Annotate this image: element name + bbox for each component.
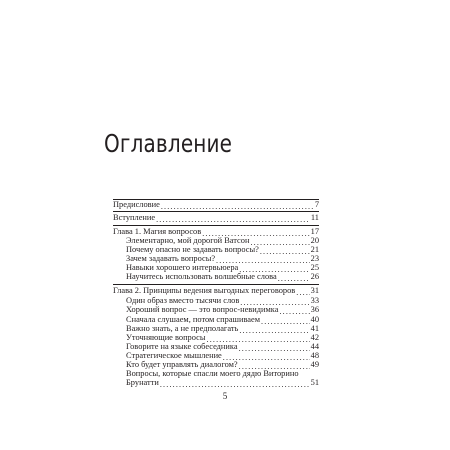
toc-entry-page: 40 <box>310 315 319 324</box>
dot-leader <box>161 203 314 210</box>
toc-subentry-continuation <box>126 378 319 388</box>
toc-entry-title: Брунатти <box>126 378 159 387</box>
toc-entry-title: Глава 1. Магия вопросов <box>113 227 202 236</box>
divider <box>113 284 319 285</box>
toc-entry-page: 51 <box>310 378 319 387</box>
toc-entry-title: Стратегическое мышление <box>126 351 222 360</box>
toc-entry <box>113 200 319 210</box>
toc-entry-title: Предисловие <box>113 200 160 209</box>
toc-entry-page: 33 <box>310 296 319 305</box>
toc-entry-title: Научитесь использовать волшебные слова <box>126 272 277 281</box>
toc-entry-title: Один образ вместо тысячи слов <box>126 296 240 305</box>
dot-leader <box>160 381 310 388</box>
toc-entry-title: Вступление <box>113 213 156 222</box>
toc-entry-title: Важно знать, а не предполагать <box>126 324 239 333</box>
toc-entry-page: 48 <box>310 351 319 360</box>
toc-entry-page: 36 <box>310 305 319 314</box>
toc-entry-title: Почему опасно не задавать вопросы? <box>126 245 259 254</box>
dot-leader <box>296 289 309 296</box>
toc-entry <box>113 286 319 296</box>
toc-entry-title: Элементарно, мой дорогой Ватсон <box>126 236 250 245</box>
toc-entry-page: 11 <box>310 213 319 222</box>
toc-entry-page: 41 <box>310 324 319 333</box>
divider <box>113 225 319 226</box>
toc-entry-page: 20 <box>310 236 319 245</box>
toc-subentry <box>126 305 319 315</box>
toc-entry-page: 7 <box>314 200 319 209</box>
toc-entry-title: Уточняющие вопросы <box>126 333 206 342</box>
toc-entry-page: 23 <box>310 254 319 263</box>
toc-entry-page: 49 <box>310 360 319 369</box>
dot-leader <box>279 308 309 315</box>
toc-entry-title: Хороший вопрос — это вопрос-невидимка <box>126 305 279 314</box>
page-number: 5 <box>222 391 228 401</box>
toc-subentry <box>126 272 319 282</box>
page-title: Оглавление <box>104 129 233 158</box>
toc-entry-page: 42 <box>310 333 319 342</box>
toc-entry-title: Кто будет управлять диалогом? <box>126 360 238 369</box>
toc-entry <box>113 213 319 223</box>
dot-leader <box>278 275 310 282</box>
toc-entry-page: 25 <box>310 263 319 272</box>
toc-entry-title: Говорите на языке собеседника <box>126 342 238 351</box>
toc-entry-page: 21 <box>310 245 319 254</box>
toc-entry-page: 31 <box>310 286 319 295</box>
toc-entry-page: 44 <box>310 342 319 351</box>
toc-entry-title: Зачем задавать вопросы? <box>126 254 216 263</box>
toc-entry-title: Вопросы, которые спасли моего дядю Виторино <box>126 369 299 378</box>
divider <box>113 211 319 212</box>
toc-entry-title: Глава 2. Принципы ведения выгодных переговоров <box>113 286 296 295</box>
dot-leader <box>156 216 310 223</box>
toc-entry-page: 17 <box>310 227 319 236</box>
toc-entry-title: Сначала слушаем, потом спрашиваем <box>126 315 261 324</box>
toc-entry-page: 26 <box>310 272 319 281</box>
toc-entry-title: Навыки хорошего интервьюера <box>126 263 239 272</box>
